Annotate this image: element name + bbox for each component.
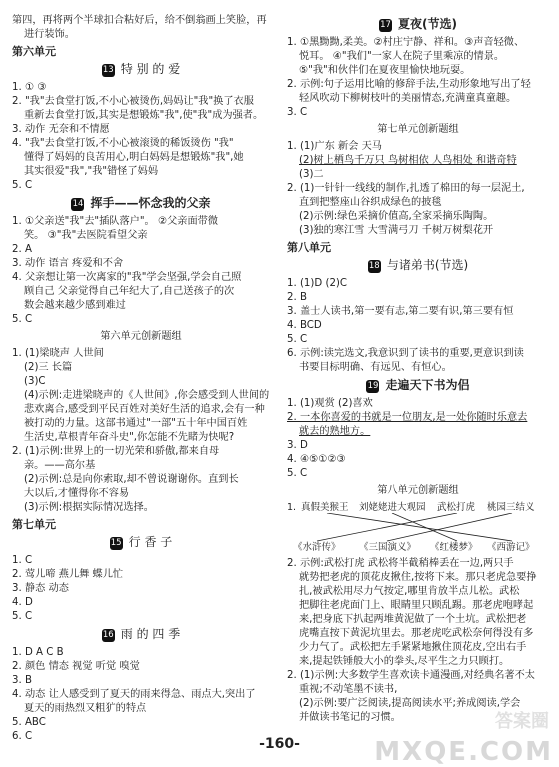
section-title: 第六单元创新题组 xyxy=(100,331,182,342)
match-line xyxy=(392,513,457,541)
text-line: 第四，再将两个半球扣合粘好后，给不倒翁画上笑脸，再 xyxy=(12,15,267,26)
answer-line: 2. (1)示例:世界上的一切光荣和骄傲,都来自母 xyxy=(12,446,220,457)
answer-line: 书要目标明确、有远见、有恒心。 xyxy=(299,362,452,373)
answer-line: (4)示例:走进梁晓声的《人世间》,你会感受到人世间的 xyxy=(24,390,270,401)
answer-line: 数会越来越少感到难过 xyxy=(24,300,126,311)
answer-line: 2. 莺儿啼 燕儿舞 蝶儿忙 xyxy=(12,569,124,580)
match-line xyxy=(327,513,512,541)
answer-line: 就势把老虎的顶花皮揪住,按将下来。那只老虎急要挣 xyxy=(299,572,537,583)
answer-line: 1. ①黑黝黝,柔美。②村庄宁静、祥和。③声音轻微、 xyxy=(287,37,525,48)
answer-line: 扎,被武松用尽力气按定,哪里肯放半点儿松。武松 xyxy=(299,586,520,597)
lesson-title: 15 行 香 子 xyxy=(110,535,173,549)
answer-line: 1. (1)广东 新会 天马 xyxy=(287,141,382,152)
answer-line: 来,提起铁锤般大小的拳头,尽平生之力只顾打。 xyxy=(299,656,510,667)
story-label: 刘姥姥进大观园 xyxy=(359,502,426,513)
book-label: 《水浒传》 xyxy=(293,542,341,553)
answer-line: 2. 示例:武松打虎 武松将半截稍棒丢在一边,两只手 xyxy=(287,558,514,569)
watermark: MXQE.COM xyxy=(374,737,553,767)
answer-line: 来,把身底下扒起两堆黄泥做了一个土坑。武松把老 xyxy=(299,614,527,625)
section-title: 第七单元创新题组 xyxy=(377,124,459,135)
match-line xyxy=(317,513,457,541)
answer-line: 其实很爱"我","我"错怪了妈妈 xyxy=(24,166,159,177)
answer-line: (3)C xyxy=(24,376,46,387)
answer-line: 3. B xyxy=(12,675,32,686)
answer-line: 4. ④⑤①②③ xyxy=(287,454,346,465)
answer-line: 悲欢离合,感受到平民百姓对美好生活的追求,会有一种 xyxy=(24,404,265,415)
lesson-number-badge: 16 xyxy=(102,630,114,640)
answer-line: 4. 父亲想让第一次离家的"我"学会坚强,学会自己照 xyxy=(12,272,242,283)
answer-line: 被打动的力量。这部书通过"一部"五十年中国百姓 xyxy=(24,418,248,429)
answer-line: 1. ①父亲送"我"去"插队落户"。 ②父亲面带微 xyxy=(12,216,219,227)
left-column xyxy=(12,14,270,744)
lesson-title: 13 特 别 的 爱 xyxy=(102,62,181,76)
lesson-title: 19 走遍天下书为侣 xyxy=(367,378,470,392)
lesson-title: 16 雨 的 四 季 xyxy=(102,627,181,641)
answer-line: 懂得了妈妈的良苦用心,明白妈妈是想锻炼"我",她 xyxy=(24,152,244,163)
answer-line: 3. C xyxy=(287,107,308,118)
answer-line: 2. A xyxy=(12,244,32,255)
answer-line: 2. "我"去食堂打饭,不小心被烫伤,妈妈让"我"换了衣服 xyxy=(12,96,254,107)
answer-line: 3. 动作 无奈和不情愿 xyxy=(12,124,110,135)
answer-line: 少力气了。武松把左手紧紧地揪住顶花皮,空出右手 xyxy=(299,642,527,653)
answer-line: (3)示例:根据实际情况选择。 xyxy=(24,502,154,513)
answer-line: 4. 动态 让人感受到了夏天的雨来得急、雨点大,突出了 xyxy=(12,689,256,700)
lesson-number-badge: 14 xyxy=(72,199,84,209)
answer-line: 2. 一本你喜爱的书就是一位朋友,是一处你随时乐意去 xyxy=(287,412,528,423)
answer-line: 1. ① ③ xyxy=(12,82,47,93)
unit-heading: 第六单元 xyxy=(12,45,56,58)
answer-line: (3)二 xyxy=(299,169,324,180)
answer-line: ⑤"我"和伙伴们在夏夜里愉快地玩耍。 xyxy=(299,65,471,76)
answer-line: 6. 示例:读完选文,我意识到了读书的重要,更意识到读 xyxy=(287,348,524,359)
lesson-number-badge: 18 xyxy=(368,261,380,271)
matching-lines xyxy=(287,513,549,543)
book-label: 《红楼梦》 xyxy=(430,542,478,553)
answer-line: (3)独的寒江雪 大雪满弓刀 千树万树梨花开 xyxy=(299,225,494,236)
right-column xyxy=(287,14,549,725)
answer-line: 并做读书笔记的习惯。 xyxy=(299,712,401,723)
answer-line: 2. 颜色 情态 视觉 听觉 嗅觉 xyxy=(12,661,140,672)
watermark-logo: 答案圈 xyxy=(495,711,549,732)
answer-line: 重视;不动笔墨不读书, xyxy=(299,684,398,695)
answer-line: 生活史,草根青年奋斗史",你怎能不先睹为快呢? xyxy=(24,432,235,443)
answer-line: 3. 盖士人读书,第一要有志,第二要有识,第三要有恒 xyxy=(287,306,514,317)
lesson-number-badge: 17 xyxy=(380,20,391,30)
lesson-title: 17 夏夜(节选) xyxy=(380,17,457,31)
answer-line: 5. C xyxy=(12,611,33,622)
answer-line: 夏天的雨热烈又粗犷的特点 xyxy=(24,703,147,714)
lesson-number-badge: 19 xyxy=(367,381,379,391)
book-label: 《西游记》 xyxy=(487,542,535,553)
answer-line: 把脚往老虎面门上、眼睛里只顾乱踢。那老虎咆哮起 xyxy=(299,600,534,611)
answer-line: 4. BCD xyxy=(287,320,322,331)
match-line xyxy=(387,513,512,541)
answer-line: 3. 动作 语言 疼爱和不舍 xyxy=(12,258,124,269)
answer-line: 悦耳。 ④"我们"一家人在院子里乘凉的情景。 xyxy=(299,51,505,62)
answer-line: 亲。——高尔基 xyxy=(24,460,96,471)
answer-line: 5. C xyxy=(287,334,308,345)
answer-line: 笑。 ③"我"去医院看望父亲 xyxy=(24,230,148,241)
answer-line: 虎嘴直按下黄泥坑里去。那老虎吃武松奈何得没有多 xyxy=(299,628,534,639)
answer-line: (2)树上栖鸟千万只 鸟树相依 人鸟相处 和谐奇特 xyxy=(299,155,517,166)
answer-line: 3. D xyxy=(287,440,308,451)
answer-line: 1. (1)D (2)C xyxy=(287,278,348,289)
answer-line: 5. C xyxy=(287,468,308,479)
answer-line: 2. (1)一针针一线线的制作,扎透了棉田的每一层泥土, xyxy=(287,183,525,194)
answer-line: (2)三 长篇 xyxy=(24,362,73,373)
answer-line: 1. (1)梁晓声 人世间 xyxy=(12,348,104,359)
answer-line: 3. 静态 动态 xyxy=(12,583,69,594)
answer-line: 1. (1)观赏 (2)喜欢 xyxy=(287,398,373,409)
story-label: 武松打虎 xyxy=(437,502,476,513)
answer-line: 2. (1)示例:大多数学生喜欢读卡通漫画,对经典名著不太 xyxy=(287,670,535,681)
answer-line: 顾自己 父亲觉得自己年纪大了,自己送孩子的次 xyxy=(24,286,235,297)
answer-line: 直到把整座山谷织成绿色的披毯 xyxy=(299,197,442,208)
unit-heading: 第八单元 xyxy=(287,241,331,254)
lesson-number-badge: 15 xyxy=(110,538,122,548)
matching-diagram xyxy=(287,501,549,555)
page-number: -160- xyxy=(259,736,300,752)
answer-line: 5. C xyxy=(12,314,33,325)
answer-line: 重新去食堂打饭,其实是想锻炼"我",使"我"成为强者。 xyxy=(24,110,264,121)
answer-line: 1. D A C B xyxy=(12,647,64,658)
answer-line: 就去的熟地方。 xyxy=(299,426,371,437)
text-line: 进行装饰。 xyxy=(24,29,75,40)
answer-line: 5. ABC xyxy=(12,717,46,728)
answer-line: 2. B xyxy=(287,292,307,303)
unit-heading: 第七单元 xyxy=(12,518,56,531)
answer-line: (2)示例:总是向你索取,却不曾说谢谢你。直到长 xyxy=(24,474,239,485)
book-label: 《三国演义》 xyxy=(359,542,417,553)
answer-line: 1. C xyxy=(12,555,33,566)
section-title: 第八单元创新题组 xyxy=(377,485,459,496)
answer-line: 4. D xyxy=(12,597,33,608)
answer-line: 5. C xyxy=(12,180,33,191)
story-label: 真假美猴王 xyxy=(301,502,349,513)
lesson-number-badge: 13 xyxy=(102,65,114,75)
answer-line: 2. 示例:句子运用比喻的修辞手法,生动形象地写出了轻 xyxy=(287,79,531,90)
story-label: 桃园三结义 xyxy=(487,502,535,513)
answer-line: 4. "我"去食堂打饭,不小心被滚烫的稀饭烫伤 "我" xyxy=(12,138,234,149)
answer-line: 轻风吹动下柳树枝叶的美丽情态,充满童真童趣。 xyxy=(299,93,517,104)
lesson-title: 18 与诸弟书(节选) xyxy=(368,258,469,272)
answer-line: 大以后,才懂得你不容易 xyxy=(24,488,130,499)
question-number: 1. xyxy=(287,502,297,513)
lesson-title: 14 挥手——怀念我的父亲 xyxy=(72,196,211,210)
answer-line: (2)示例:绿色采摘价值高,全家采摘乐陶陶。 xyxy=(299,211,494,222)
answer-line: 6. C xyxy=(12,731,33,742)
answer-line: (2)示例:要广泛阅读,提高阅读水平;养成阅读,学会 xyxy=(299,698,521,709)
